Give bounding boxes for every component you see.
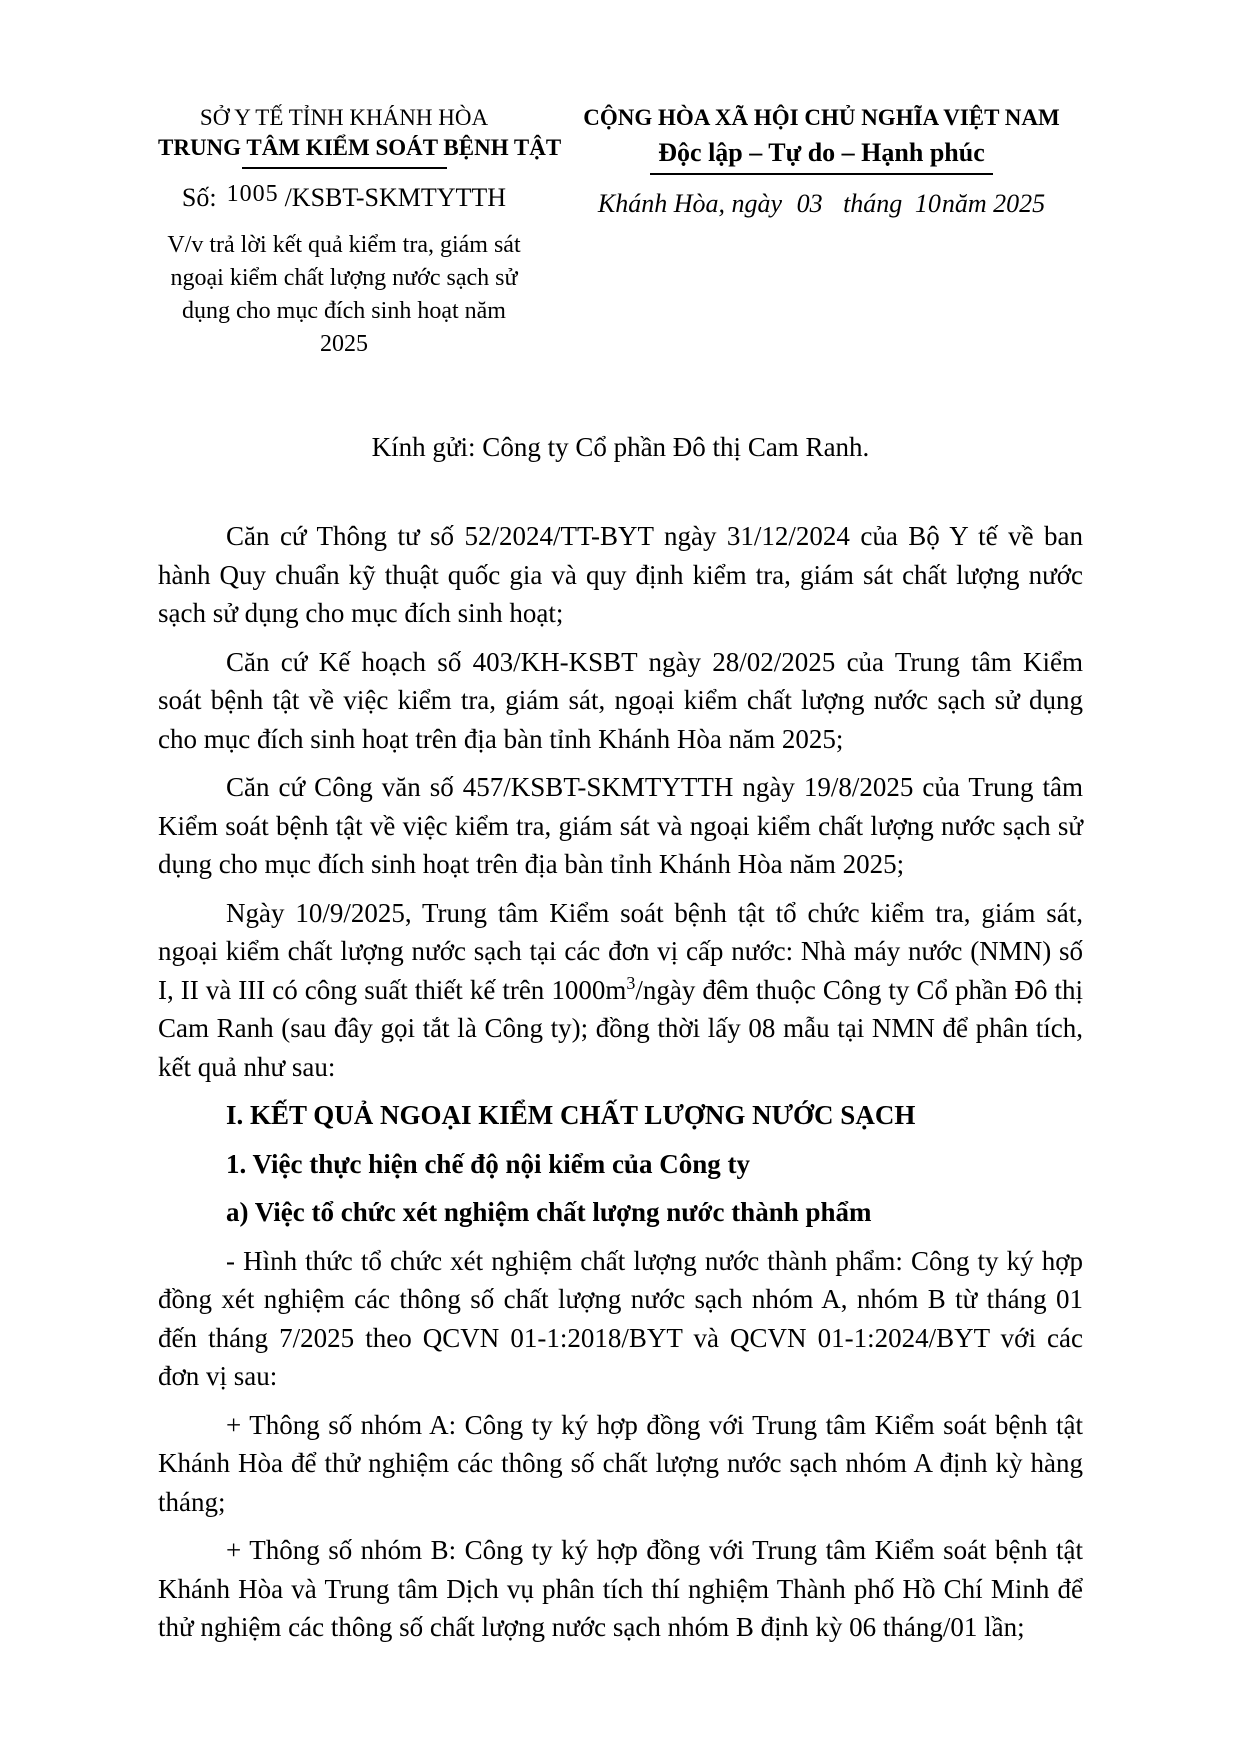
paragraph-legal-basis-3: Căn cứ Công văn số 457/KSBT-SKMTYTTH ngày 19/8/2025 của Trung tâm Kiểm soát bệnh tật về việc kiểm tra, giám sát và ngoại kiểm chất lượng nước sạch sử dụng cho mục đích sinh hoạt trên địa bàn tỉnh Khánh Hòa năm 2025; <box>158 772 1083 879</box>
paragraph-legal-basis-2: Căn cứ Kế hoạch số 403/KH-KSBT ngày 28/02/2025 của Trung tâm Kiểm soát bệnh tật về việc kiểm tra, giám sát, ngoại kiểm chất lượng nước sạch sử dụng cho mục đích sinh hoạt trên địa bàn tỉnh Khánh Hòa năm 2025; <box>158 646 1083 754</box>
section-heading-1: I. KẾT QUẢ NGOẠI KIỂM CHẤT LƯỢNG NƯỚC SẠCH <box>226 1100 916 1130</box>
paragraph-inspection-summary <box>158 894 1083 1087</box>
date-month: 10 <box>914 189 941 218</box>
letterhead <box>158 103 1083 361</box>
national-heading-block <box>530 103 1083 219</box>
document-number-prefix: Số: <box>181 183 217 212</box>
document-body <box>158 517 1083 1647</box>
subject-line-2: ngoại kiểm chất lượng nước sạch sử <box>170 265 518 291</box>
paragraph-testing-arrangement: - Hình thức tổ chức xét nghiệm chất lượng nước thành phẩm: Công ty ký hợp đồng xét nghiệm các thông số chất lượng nước sạch nhóm A, nhóm B từ tháng 01 đến tháng 7/2025 theo QCVN 01-1:2018/BYT và QCVN 01-1:2024/BYT với các đơn vị sau: <box>158 1245 1083 1391</box>
national-name: CỘNG HÒA XÃ HỘI CHỦ NGHĨA VIỆT NAM <box>583 105 1060 130</box>
national-motto-wrap <box>560 136 1083 175</box>
issuing-org-block <box>158 103 562 361</box>
parent-org-name: SỞ Y TẾ TỈNH KHÁNH HÒA <box>199 105 489 130</box>
document-number-suffix: /KSBT-SKMTYTTH <box>284 183 507 212</box>
place-date-line <box>560 189 1083 219</box>
subject-line-3: dụng cho mục đích sinh hoạt năm 2025 <box>182 298 506 357</box>
paragraph-group-a-testing: + Thông số nhóm A: Công ty ký hợp đồng với Trung tâm Kiểm soát bệnh tật Khánh Hòa để thử nghiệm các thông số chất lượng nước sạch nhóm A định kỳ hàng tháng; <box>158 1409 1083 1517</box>
document-number-line <box>158 183 530 213</box>
subject-line-1: V/v trả lời kết quả kiểm tra, giám sát <box>167 232 521 258</box>
date-place-prefix: Khánh Hòa, ngày <box>597 189 783 218</box>
inspection-summary-text-before: Ngày 10/9/2025, Trung tâm Kiểm soát bệnh tật tổ chức kiểm tra, giám sát, ngoại kiểm chất lượng nước sạch tại các đơn vị cấp nước: Nhà máy nước (NMN) số I, II và III có công suất thiết kế trên 1000m <box>158 897 1083 1005</box>
inspection-summary-text-after: /ngày đêm thuộc Công ty Cổ phần Đô thị Cam Ranh (sau đây gọi tắt là Công ty); đồng thời lấy 08 mẫu tại NMN để phân tích, kết quả như sau: <box>158 974 1083 1082</box>
document-number-value: 1005 <box>226 181 279 207</box>
paragraph-group-b-testing: + Thông số nhóm B: Công ty ký hợp đồng với Trung tâm Kiểm soát bệnh tật Khánh Hòa và Trung tâm Dịch vụ phân tích thí nghiệm Thành phố Hồ Chí Minh để thử nghiệm các thông số chất lượng nước sạch nhóm B định kỳ 06 tháng/01 lần; <box>158 1535 1083 1642</box>
org-name: TRUNG TÂM KIỂM SOÁT BỆNH TẬT <box>158 135 562 160</box>
date-month-label: tháng <box>843 189 903 218</box>
document-subject <box>158 229 530 361</box>
recipient-line: Kính gửi: Công ty Cổ phần Đô thị Cam Ranh. <box>371 432 870 462</box>
subsection-heading-a: a) Việc tổ chức xét nghiệm chất lượng nước thành phẩm <box>226 1197 872 1227</box>
national-motto: Độc lập – Tự do – Hạnh phúc <box>650 136 993 175</box>
date-year: 2025 <box>993 189 1046 218</box>
cubic-meter-superscript: 3 <box>626 972 636 993</box>
subsection-heading-1: 1. Việc thực hiện chế độ nội kiểm của Công ty <box>226 1148 750 1179</box>
date-year-label: năm <box>941 189 987 218</box>
org-underline <box>242 167 447 169</box>
paragraph-legal-basis-1: Căn cứ Thông tư số 52/2024/TT-BYT ngày 31/12/2024 của Bộ Y tế về ban hành Quy chuẩn kỹ thuật quốc gia và quy định kiểm tra, giám sát chất lượng nước sạch sử dụng cho mục đích sinh hoạt; <box>158 521 1083 628</box>
date-day: 03 <box>796 189 823 218</box>
